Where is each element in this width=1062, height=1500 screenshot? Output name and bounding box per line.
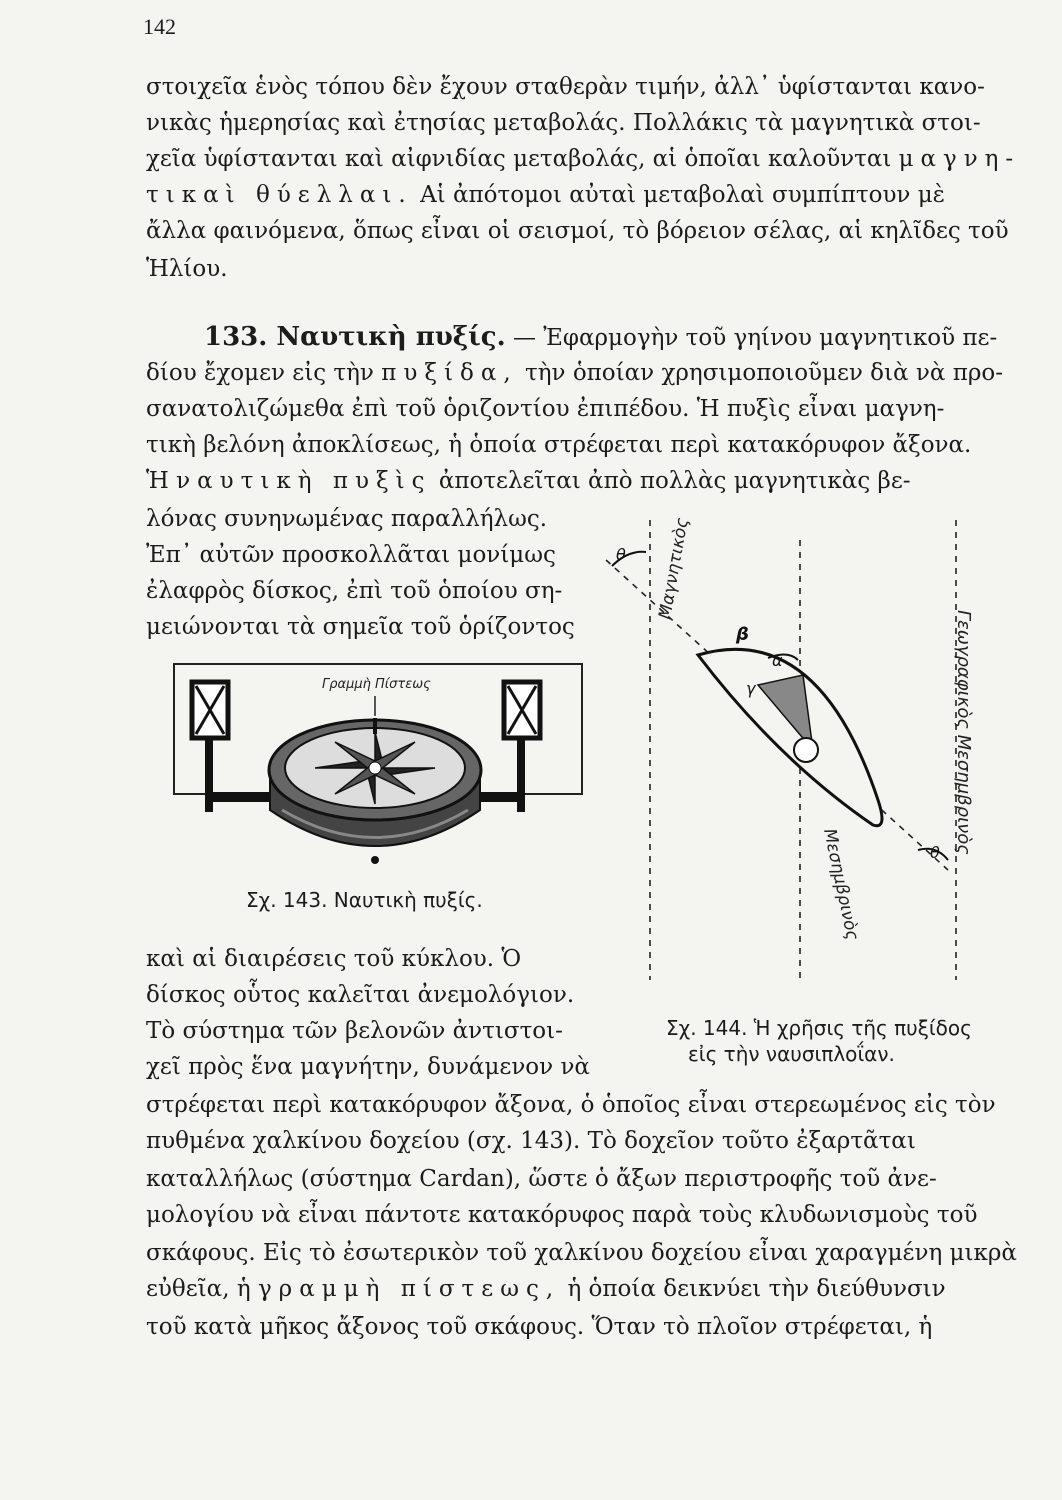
text-line: καὶ αἱ διαιρέσεις τοῦ κύκλου. Ὁ — [146, 946, 522, 972]
figure-144-caption-line-1: Σχ. 144. Ἡ χρῆσις τῆς πυξίδος — [666, 1016, 972, 1040]
text-line: ἐλαφρὸς δίσκος, ἐπὶ τοῦ ὁποίου ση- — [146, 578, 563, 604]
text-line: Ἐπ᾽ αὐτῶν προσκολλᾶται μονίμως — [146, 542, 556, 568]
text-line: λόνας συνηνωμένας παραλλήλως. — [146, 506, 548, 532]
geographic-meridian-label: Γεωγραφικὸς Μεσημβρινὸς — [953, 610, 974, 855]
text-span: Αἱ ἀπότομοι αὐταὶ μεταβολαὶ συμπίπτουν μὲ — [420, 182, 946, 208]
spaced-term: τικαὶ θύελλαι. — [146, 182, 413, 208]
angle-label: α — [772, 651, 783, 670]
angle-label: θ — [930, 843, 940, 862]
ship-icon — [698, 649, 882, 825]
page-number: 142 — [143, 14, 176, 39]
text-line — [146, 144, 1020, 174]
spaced-term: πυξίδα, — [381, 360, 518, 386]
text-span: ἡ ὁποία δεικνύει τὴν διεύθυνσιν — [567, 1276, 946, 1302]
spaced-term: μαγνη- — [898, 146, 1021, 172]
spaced-term: ναυτικὴ πυξὶς — [176, 468, 432, 494]
lubber-line-label: Γραμμὴ Πίστεως — [322, 677, 431, 692]
text-line: ἄλλα φαινόμενα, ὅπως εἶναι οἱ σεισμοί, τὸ βόρειον σέλας, αἱ κηλῖδες τοῦ — [146, 218, 1009, 244]
figure-144-caption-line-2: εἰς τὴν ναυσιπλοΐαν. — [688, 1042, 895, 1066]
figure-144-navigation — [588, 480, 998, 1010]
text-line: νικὰς ἡμερησίας καὶ ἐτησίας μεταβολάς. Πολλάκις τὰ μαγνητικὰ στοι- — [146, 110, 981, 136]
angle-label: γ — [746, 679, 756, 698]
figure-143-compass — [170, 660, 590, 880]
text-span: εὐθεῖα, ἡ — [146, 1276, 251, 1302]
text-span: χεῖα ὑφίστανται καὶ αἰφνιδίας μεταβολάς, αἱ ὁποῖαι καλοῦνται — [146, 146, 892, 172]
text-line: μειώνονται τὰ σημεῖα τοῦ ὁρίζοντος — [146, 614, 575, 640]
angle-label: β — [736, 624, 749, 645]
text-span: ἀποτελεῖται ἀπὸ πολλὰς μαγνητικὰς βε- — [438, 468, 911, 494]
text-line — [146, 180, 945, 210]
text-line — [204, 322, 997, 353]
figure-143-caption: Σχ. 143. Ναυτικὴ πυξίς. — [246, 888, 483, 912]
text-line: καταλλήλως (σύστημα Cardan), ὥστε ὁ ἄξων περιστροφῆς τοῦ ἀνε- — [146, 1166, 937, 1192]
text-line: τοῦ κατὰ μῆκος ἄξονος τοῦ σκάφους. Ὅταν τὸ πλοῖον στρέφεται, ἡ — [146, 1314, 933, 1340]
text-line: Ἡλίου. — [146, 256, 228, 282]
heading-meridian-label: Μεσημβρινὸς — [819, 826, 863, 943]
text-line: μολογίου νὰ εἶναι πάντοτε κατακόρυφος παρὰ τοὺς κλυδωνισμοὺς τοῦ — [146, 1202, 978, 1228]
text-line — [146, 358, 1003, 388]
text-line — [146, 1274, 946, 1304]
text-line: χεῖ πρὸς ἕνα μαγνήτην, δυνάμενον νὰ — [146, 1054, 590, 1080]
spaced-term: γραμμὴ πίστεως, — [257, 1276, 561, 1302]
text-line: σανατολιζώμεθα ἐπὶ τοῦ ὁριζοντίου ἐπιπέδου. Ἡ πυξὶς εἶναι μαγνη- — [146, 396, 945, 422]
text-line: στρέφεται περὶ κατακόρυφον ἄξονα, ὁ ὁποῖος εἶναι στερεωμένος εἰς τὸν — [146, 1092, 996, 1118]
text-span: τὴν ὁποίαν χρησιμοποιοῦμεν διὰ νὰ προ- — [525, 360, 1003, 386]
text-line: στοιχεῖα ἑνὸς τόπου δὲν ἔχουν σταθερὰν τιμήν, ἀλλ᾽ ὑφίστανται κανο- — [146, 74, 985, 100]
text-line: πυθμένα χαλκίνου δοχείου (σχ. 143). Τὸ δοχεῖον τοῦτο ἐξαρτᾶται — [146, 1128, 916, 1154]
text-line: σκάφους. Εἰς τὸ ἐσωτερικὸν τοῦ χαλκίνου δοχείου εἶναι χαραγμένη μικρὰ — [146, 1240, 1017, 1266]
magnetic-label: Μαγνητικὸς — [655, 516, 693, 621]
text-span: Ἡ — [146, 468, 169, 494]
text-line: Τὸ σύστημα τῶν βελονῶν ἀντιστοι- — [146, 1018, 563, 1044]
angle-label: θ — [616, 545, 626, 564]
text-line: δίσκος οὗτος καλεῖται ἀνεμολόγιον. — [146, 982, 575, 1008]
text-span: — Ἐφαρμογὴν τοῦ γηίνου μαγνητικοῦ πε- — [512, 325, 998, 351]
section-heading: 133. Ναυτικὴ πυξίς. — [204, 322, 506, 352]
text-line: τικὴ βελόνη ἀποκλίσεως, ἡ ὁποία στρέφεται περὶ κατακόρυφον ἄξονα. — [146, 432, 972, 458]
text-span: δίου ἔχομεν εἰς τὴν — [146, 360, 374, 386]
